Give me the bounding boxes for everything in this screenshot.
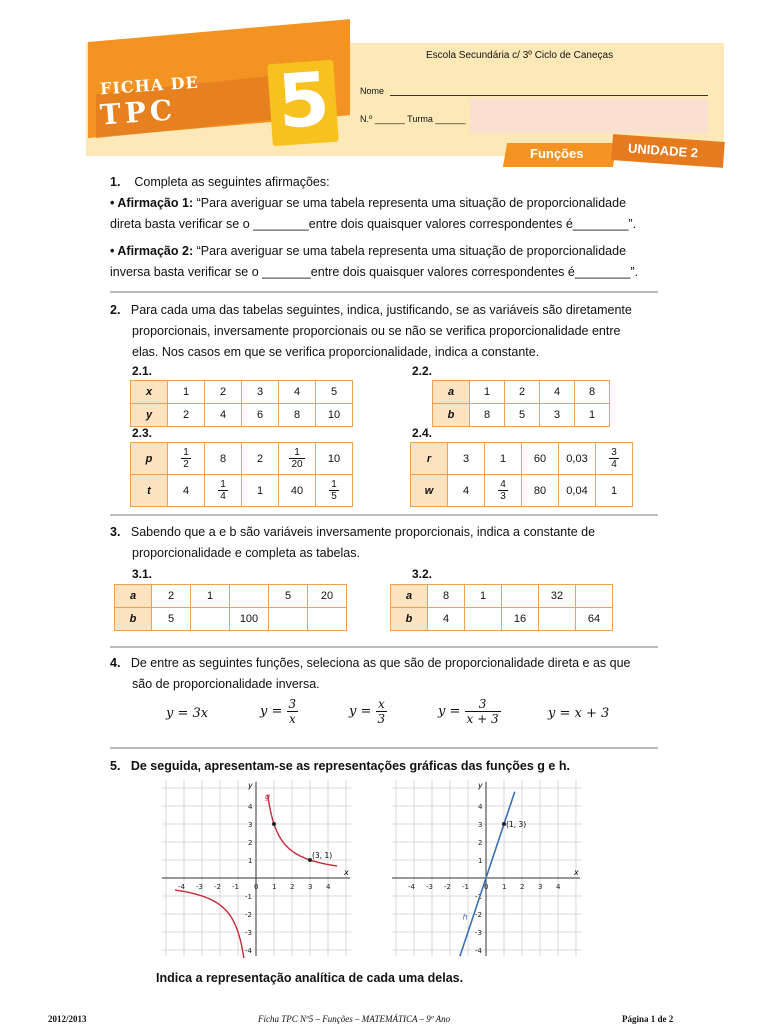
fraction [287, 697, 299, 726]
table-cell [308, 608, 347, 631]
question-4 [110, 653, 670, 695]
fraction [218, 479, 228, 502]
table-cell [485, 475, 522, 507]
table-2-4 [410, 442, 633, 507]
footer-page: Página 1 de 2 [622, 1014, 674, 1024]
q1-intro: Completa as seguintes afirmações: [134, 175, 330, 189]
y-tick-label: -1 [245, 893, 252, 901]
point-label: (1, 3) [506, 820, 527, 829]
fraction-denominator: 3 [500, 491, 506, 502]
table-cell: 1 [485, 443, 522, 475]
table-cell: 20 [308, 585, 347, 608]
q4-line2: são de proporcionalidade inversa. [132, 677, 320, 691]
table-cell: 1 [191, 585, 230, 608]
table-header-cell: b [391, 608, 428, 631]
table-cell: 8 [470, 404, 505, 427]
fraction-numerator: 1 [289, 447, 304, 459]
fraction-denominator: 4 [220, 491, 226, 502]
q5-number: 5. [110, 759, 121, 773]
fraction-numerator: 1 [220, 479, 226, 490]
fraction-numerator: 1 [331, 479, 337, 490]
x-tick-label: 3 [538, 883, 543, 891]
table-header-cell: p [131, 443, 168, 475]
fraction [329, 479, 339, 502]
table-header-cell: b [115, 608, 152, 631]
table-3-2 [390, 584, 613, 631]
fraction-numerator: 4 [500, 479, 506, 490]
x-tick-label: 4 [556, 883, 561, 891]
table-cell: 5 [152, 608, 191, 631]
grid [162, 780, 352, 958]
fraction [609, 447, 619, 470]
table-cell: 5 [269, 585, 308, 608]
q4-number: 4. [110, 656, 121, 670]
table-cell [596, 443, 633, 475]
x-tick-label: 2 [290, 883, 295, 891]
table-cell: 3 [242, 381, 279, 404]
table-cell: 0,04 [559, 475, 596, 507]
function-3 [349, 697, 387, 726]
table-3-1 [114, 584, 347, 631]
topic-label: Funções [530, 146, 584, 161]
x-tick-label: 2 [520, 883, 525, 891]
y-tick-label: 4 [248, 803, 253, 811]
table-cell: 8 [279, 404, 316, 427]
x-tick-label: 0 [484, 883, 489, 891]
table-cell: 10 [316, 404, 353, 427]
table-cell: 80 [522, 475, 559, 507]
fraction-numerator: 3 [288, 697, 297, 711]
table-cell: 16 [502, 608, 539, 631]
fraction-numerator: 3 [465, 697, 501, 712]
y-tick-label: -3 [475, 929, 482, 937]
fraction [289, 447, 304, 470]
info-box [470, 99, 708, 133]
fraction-numerator: x [376, 697, 388, 712]
fraction-denominator: 3 [377, 712, 386, 726]
fraction-numerator: 3 [611, 447, 617, 458]
school-name: Escola Secundária c/ 3º Ciclo de Caneças [426, 50, 614, 61]
y-tick-label: 3 [248, 821, 253, 829]
tpc-label: TPC [98, 93, 178, 132]
divider [110, 291, 658, 293]
equation-lhs: y = [260, 704, 283, 719]
table-cell: 64 [576, 608, 613, 631]
table-header-cell: w [411, 475, 448, 507]
question-3 [110, 522, 670, 564]
table-cell [316, 475, 353, 507]
table-cell: 32 [539, 585, 576, 608]
fraction-denominator: 2 [183, 459, 189, 470]
table-header-cell: b [433, 404, 470, 427]
q2-number: 2. [110, 303, 121, 317]
y-tick-label: -2 [245, 911, 252, 919]
number-class-label: N.º ______ Turma ______ [360, 114, 466, 124]
y-tick-label: 4 [478, 803, 483, 811]
name-line [390, 95, 708, 96]
y-tick-label: -2 [475, 911, 482, 919]
y-tick-label: -4 [245, 947, 252, 955]
x-tick-label: -2 [214, 883, 221, 891]
table-cell: 6 [242, 404, 279, 427]
q1-a1-label: • Afirmação 1: [110, 196, 194, 210]
x-tick-label: -1 [232, 883, 239, 891]
fraction [376, 697, 388, 726]
worksheet-number: 5 [275, 56, 333, 146]
y-tick-label: 1 [248, 857, 253, 865]
label-3-2: 3.2. [412, 567, 433, 581]
q1-a2-text1: “Para averiguar se uma tabela representa uma situação de proporcionalidade [196, 244, 627, 258]
q5-line1: De seguida, apresentam-se as representações gráficas das funções g e h. [130, 759, 570, 773]
table-cell: 1 [575, 404, 610, 427]
table-cell: 3 [540, 404, 575, 427]
table-cell: 40 [279, 475, 316, 507]
q1-a2-label: • Afirmação 2: [110, 244, 194, 258]
table-cell: 3 [448, 443, 485, 475]
fraction-denominator: 5 [331, 491, 337, 502]
table-2-2 [432, 380, 610, 427]
table-cell [465, 608, 502, 631]
data-point [272, 822, 276, 826]
y-tick-label: -3 [245, 929, 252, 937]
table-2-1 [130, 380, 353, 427]
curve-label: g [265, 791, 271, 801]
x-tick-label: -4 [408, 883, 415, 891]
table-2-3 [130, 442, 353, 507]
table-cell: 2 [168, 404, 205, 427]
table-header-cell: a [115, 585, 152, 608]
table-cell [168, 443, 205, 475]
table-header-cell: x [131, 381, 168, 404]
table-header-cell: y [131, 404, 168, 427]
y-tick-label: 1 [478, 857, 483, 865]
curve-g-negative [175, 890, 244, 958]
x-tick-label: 1 [272, 883, 277, 891]
q3-number: 3. [110, 525, 121, 539]
table-cell [269, 608, 308, 631]
curve-label: h [462, 912, 468, 922]
x-tick-label: -2 [444, 883, 451, 891]
name-label: Nome [360, 86, 385, 96]
table-cell: 4 [279, 381, 316, 404]
footer-title: Ficha TPC Nº5 – Funções – MATEMÁTICA – 9º Ano [258, 1014, 451, 1024]
question-1 [110, 172, 670, 283]
function-4 [438, 697, 501, 726]
divider [110, 646, 658, 648]
table-header-cell: a [391, 585, 428, 608]
y-axis-label: y [248, 781, 253, 790]
q2-line1: Para cada uma das tabelas seguintes, indica, justificando, se as variáveis são diretamente [130, 303, 632, 317]
table-cell: 2 [152, 585, 191, 608]
footer-year: 2012/2013 [48, 1014, 87, 1024]
function-2 [260, 697, 298, 726]
function-1: y = 3x [166, 706, 209, 721]
table-cell: 0,03 [559, 443, 596, 475]
x-tick-label: -3 [196, 883, 203, 891]
fraction [498, 479, 508, 502]
y-tick-label: 3 [478, 821, 483, 829]
table-cell: 5 [505, 404, 540, 427]
q3-line2: proporcionalidade e completa as tabelas. [132, 546, 360, 560]
label-2-4: 2.4. [412, 426, 433, 440]
table-cell [205, 475, 242, 507]
q5-final: Indica a representação analítica de cada uma delas. [156, 971, 464, 985]
y-tick-label: -1 [475, 893, 482, 901]
table-cell: 4 [448, 475, 485, 507]
label-2-2: 2.2. [412, 364, 433, 378]
q3-line1: Sabendo que a e b são variáveis inversamente proporcionais, indica a constante de [130, 525, 596, 539]
x-axis-label: x [574, 868, 579, 877]
table-cell: 2 [242, 443, 279, 475]
x-tick-label: 3 [308, 883, 313, 891]
table-header-cell: t [131, 475, 168, 507]
table-cell: 4 [168, 475, 205, 507]
table-cell: 2 [505, 381, 540, 404]
q1-a1-text2: direta basta verificar se o ________entre dois quaisquer valores correspondentes é________”. [110, 217, 637, 231]
ficha-label: FICHA DE [99, 72, 200, 99]
graph-g [158, 776, 354, 958]
x-tick-label: -1 [462, 883, 469, 891]
table-cell [230, 585, 269, 608]
table-cell: 4 [428, 608, 465, 631]
unit-label: UNIDADE 2 [627, 140, 699, 161]
q1-number: 1. [110, 175, 121, 189]
y-tick-label: 2 [478, 839, 483, 847]
q1-a2-text2: inversa basta verificar se o _______entre dois quaisquer valores correspondentes é________”. [110, 265, 639, 279]
table-cell: 1 [242, 475, 279, 507]
table-cell [576, 585, 613, 608]
fraction-denominator: x + 3 [466, 712, 499, 726]
equation-lhs: y = [349, 704, 372, 719]
table-header-cell: r [411, 443, 448, 475]
table-cell: 5 [316, 381, 353, 404]
table-cell [539, 608, 576, 631]
graph-h [388, 776, 584, 958]
table-cell: 1 [168, 381, 205, 404]
fraction-denominator: x [288, 712, 296, 726]
x-axis-label: x [344, 868, 349, 877]
table-cell: 1 [596, 475, 633, 507]
y-axis-label: y [478, 781, 483, 790]
table-cell: 10 [316, 443, 353, 475]
table-cell: 4 [540, 381, 575, 404]
table-cell: 100 [230, 608, 269, 631]
table-cell: 1 [470, 381, 505, 404]
fraction-denominator: 4 [611, 459, 617, 470]
question-5 [110, 756, 670, 777]
table-header-cell: a [433, 381, 470, 404]
divider [110, 514, 658, 516]
table-cell [502, 585, 539, 608]
grid [392, 780, 582, 958]
fraction-numerator: 1 [183, 447, 189, 458]
fraction [181, 447, 191, 470]
function-5: y = x + 3 [548, 706, 610, 721]
fraction [465, 697, 501, 726]
table-cell: 8 [205, 443, 242, 475]
q2-line3: elas. Nos casos em que se verifica proporcionalidade, indica a constante. [132, 345, 540, 359]
y-tick-label: 2 [248, 839, 253, 847]
x-tick-label: 1 [502, 883, 507, 891]
x-tick-label: -4 [178, 883, 185, 891]
equation-lhs: y = [438, 704, 461, 719]
x-tick-label: -3 [426, 883, 433, 891]
table-cell: 1 [465, 585, 502, 608]
question-2 [110, 300, 670, 363]
table-cell: 60 [522, 443, 559, 475]
x-tick-label: 4 [326, 883, 331, 891]
divider [110, 747, 658, 749]
y-tick-label: -4 [475, 947, 482, 955]
q2-line2: proporcionais, inversamente proporcionais ou se não se verifica proporcionalidade entre [132, 324, 621, 338]
label-2-1: 2.1. [132, 364, 153, 378]
table-cell: 8 [575, 381, 610, 404]
table-cell [279, 443, 316, 475]
fraction-denominator: 20 [291, 459, 303, 470]
label-3-1: 3.1. [132, 567, 153, 581]
q4-line1: De entre as seguintes funções, seleciona as que são de proporcionalidade direta e as que [130, 656, 631, 670]
label-2-3: 2.3. [132, 426, 153, 440]
table-cell [191, 608, 230, 631]
table-cell: 4 [205, 404, 242, 427]
table-cell: 8 [428, 585, 465, 608]
q1-a1-text1: “Para averiguar se uma tabela representa uma situação de proporcionalidade [196, 196, 627, 210]
table-cell: 2 [205, 381, 242, 404]
point-label: (3, 1) [312, 851, 333, 860]
x-tick-label: 0 [254, 883, 259, 891]
